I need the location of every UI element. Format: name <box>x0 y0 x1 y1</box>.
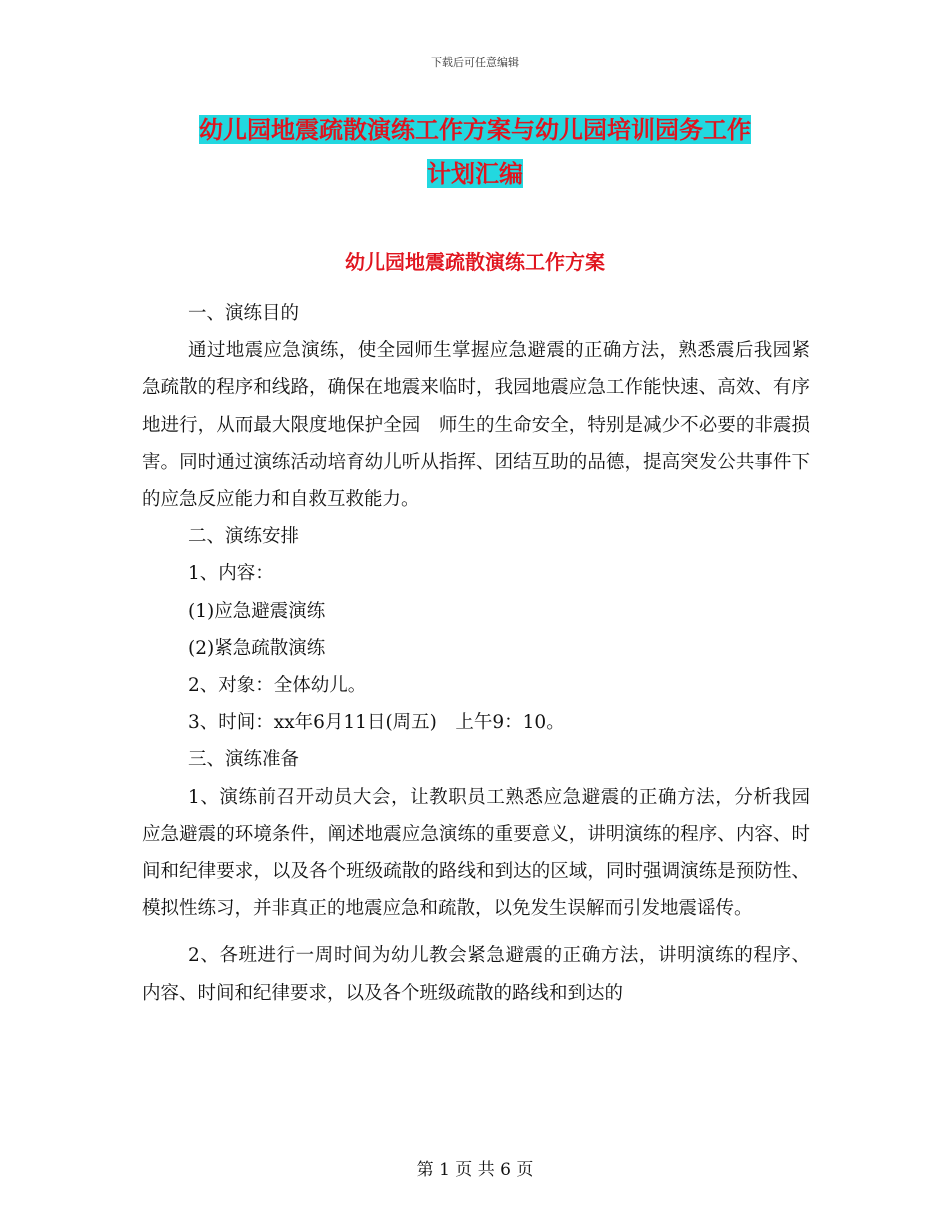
page-footer: 第 1 页 共 6 页 <box>416 1160 534 1180</box>
paragraph-preparation-1: 1、演练前召开动员大会，让教职员工熟悉应急避震的正确方法，分析我园应急避震的环境条件，阐述地震应急演练的重要意义，讲明演练的程序、内容、时间和纪律要求，以及各个班级疏散的路线和到达的区域，同时强调演练是预防性、模拟性练习，并非真正的地震应急和疏散，以免发生误解而引发地震谣传。 <box>142 786 810 920</box>
paragraph-drill-purpose: 通过地震应急演练，使全园师生掌握应急避震的正确方法，熟悉震后我园紧急疏散的程序和线路，确保在地震来临时，我园地震应急工作能快速、高效、有序地进行，从而最大限度地保护全园 师生的生命安全，特别是减少不必要的非震损害。同时通过演练活动培育幼儿听从指挥、团结互助的品德，提高突发公共事件下的应急反应能力和自救互救能力。 <box>142 340 810 511</box>
list-item-target: 2、对象：全体幼儿。 <box>188 675 367 697</box>
list-item-evacuation-drill: (2)紧急疏散演练 <box>188 637 326 659</box>
heading-drill-preparation: 三、演练准备 <box>188 749 300 771</box>
paragraph-preparation-2: 2、各班进行一周时间为幼儿教会紧急避震的正确方法，讲明演练的程序、内容、时间和纪律要求，以及各个班级疏散的路线和到达的 <box>142 945 810 1004</box>
list-item-time: 3、时间：xx年6月11日(周五) 上午9：10。 <box>188 712 565 734</box>
heading-drill-purpose: 一、演练目的 <box>188 303 300 324</box>
document-title-line-1 <box>0 110 950 145</box>
document-body <box>142 295 810 1012</box>
list-item-content: 1、内容： <box>188 563 274 585</box>
document-title-text-1: 幼儿园地震疏散演练工作方案与幼儿园培训园务工作 <box>199 115 751 144</box>
document-title-text-2: 计划汇编 <box>427 159 523 188</box>
list-item-emergency-drill: (1)应急避震演练 <box>188 600 326 622</box>
document-title-line-2 <box>0 154 950 189</box>
section-title: 幼儿园地震疏散演练工作方案 <box>345 250 605 274</box>
heading-drill-arrangement: 二、演练安排 <box>188 526 300 548</box>
header-note: 下载后可任意编辑 <box>431 56 519 69</box>
